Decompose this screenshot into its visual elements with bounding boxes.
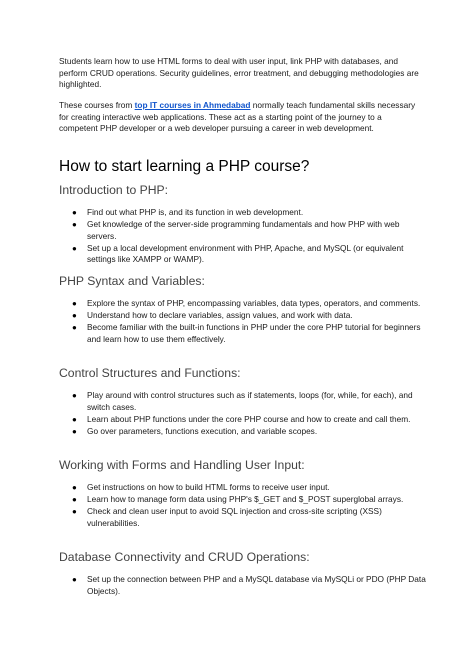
list-item-text: Learn about PHP functions under the core PHP course and how to create and call them. — [87, 413, 411, 424]
list-item — [59, 506, 427, 529]
intro-paragraph-2-rest: normally teach fundamental skills necessary for creating interactive web applications. These act as a starting point of the journey to a competent PHP developer or a web developer pursuing a career in web development. — [59, 100, 416, 134]
section-heading-control: Control Structures and Functions: — [59, 366, 241, 380]
intro-paragraph-2-lead: These courses from — [59, 100, 135, 110]
section-heading-syntax: PHP Syntax and Variables: — [59, 274, 205, 288]
section-heading-database: Database Connectivity and CRUD Operations: — [59, 550, 310, 564]
bullet-icon: ● — [72, 299, 77, 308]
list-item — [59, 243, 427, 266]
bullet-icon: ● — [72, 310, 77, 320]
bullet-icon: ● — [72, 426, 77, 436]
section-list-database — [59, 574, 427, 598]
list-item — [59, 322, 427, 345]
section-list-control — [59, 390, 427, 438]
list-item-text: Learn how to manage form data using PHP's $_GET and $_POST superglobal arrays. — [87, 493, 404, 504]
intro-paragraph-2 — [59, 100, 419, 135]
bullet-icon: ● — [72, 243, 77, 253]
bullet-icon: ● — [72, 494, 77, 504]
bullet-icon: ● — [72, 391, 77, 400]
bullet-icon: ● — [72, 322, 77, 332]
list-item — [59, 574, 427, 597]
list-item — [59, 207, 427, 219]
list-item-text: Explore the syntax of PHP, encompassing variables, data types, operators, and comments. — [87, 298, 421, 308]
bullet-icon: ● — [72, 208, 77, 217]
bullet-icon: ● — [72, 219, 77, 229]
list-item-text: Find out what PHP is, and its function in web development. — [87, 207, 304, 217]
section-heading-forms: Working with Forms and Handling User Input: — [59, 458, 305, 472]
bullet-icon: ● — [72, 483, 77, 492]
list-item — [59, 219, 427, 242]
it-courses-link[interactable]: top IT courses in Ahmedabad — [134, 100, 251, 110]
section-heading-introduction: Introduction to PHP: — [59, 183, 169, 197]
list-item-text: Set up a local development environment with PHP, Apache, and MySQL (or equivalent settings like XAMPP or WAMP). — [87, 242, 404, 265]
list-item-text: Play around with control structures such as if statements, loops (for, while, for each), and switch cases. — [87, 390, 413, 412]
list-item — [59, 494, 427, 506]
list-item-text: Understand how to declare variables, assign values, and work with data. — [87, 309, 353, 320]
list-item-text: Go over parameters, functions execution, and variable scopes. — [87, 425, 318, 436]
intro-paragraph-1: Students learn how to use HTML forms to deal with user input, link PHP with databases, and perform CRUD operations. Security guidelines, error treatment, and debugging methodologies are highlighted. — [59, 56, 419, 90]
section-list-forms — [59, 482, 427, 530]
list-item-text: Set up the connection between PHP and a MySQL database via MySQLi or PDO (PHP Data Objects). — [87, 574, 426, 596]
list-item-text: Get instructions on how to build HTML forms to receive user input. — [87, 482, 330, 492]
list-item — [59, 414, 427, 426]
list-item-text: Check and clean user input to avoid SQL injection and cross-site scripting (XSS) vulnerabilities. — [87, 505, 382, 528]
list-item-text: Become familiar with the built-in functions in PHP under the core PHP tutorial for beginners and learn how to use them effectively. — [87, 321, 421, 344]
section-list-introduction — [59, 207, 427, 266]
list-item — [59, 482, 427, 494]
bullet-icon: ● — [72, 506, 77, 516]
section-list-syntax — [59, 298, 427, 346]
list-item — [59, 310, 427, 322]
list-item — [59, 426, 427, 438]
list-item-text: Get knowledge of the server-side programming fundamentals and how PHP with web servers. — [87, 218, 400, 241]
page-title: How to start learning a PHP course? — [59, 158, 310, 175]
bullet-icon: ● — [72, 414, 77, 424]
bullet-icon: ● — [72, 575, 77, 584]
list-item — [59, 298, 427, 310]
list-item — [59, 390, 427, 413]
